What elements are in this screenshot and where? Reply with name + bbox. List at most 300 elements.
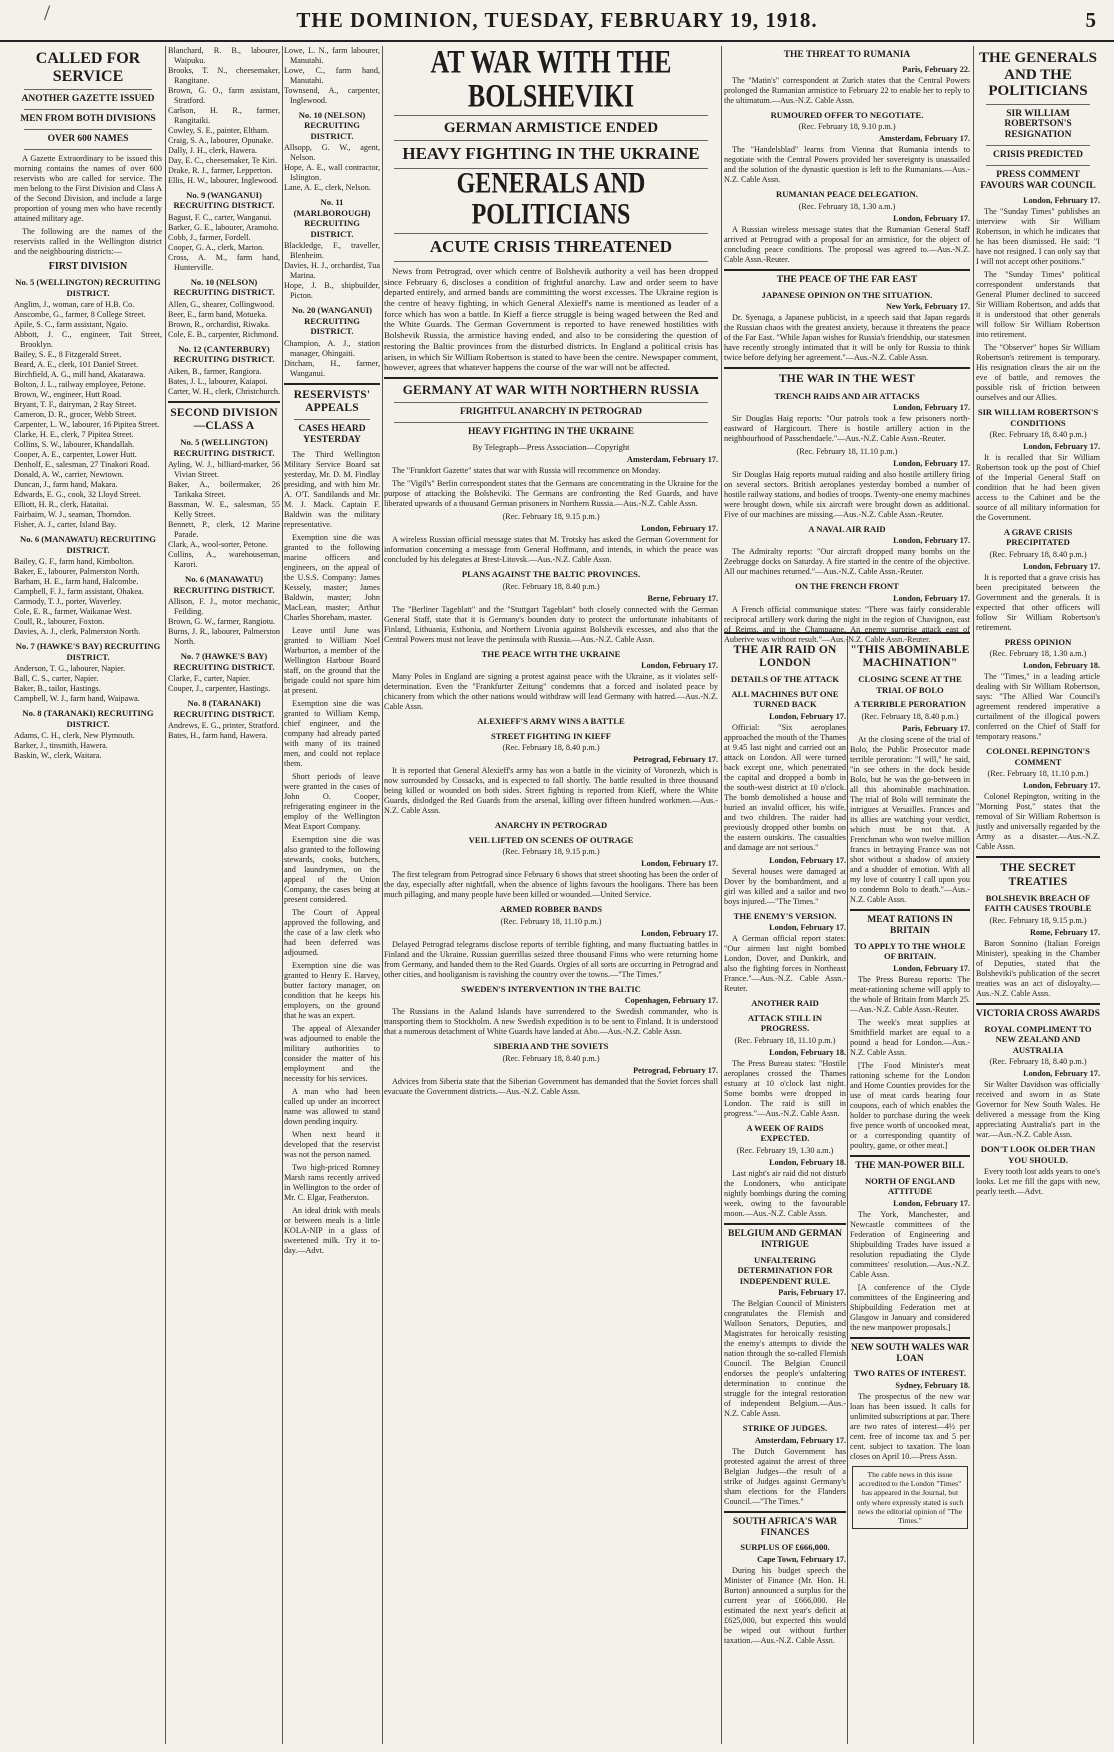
column-1 xyxy=(14,46,162,1744)
column-6 xyxy=(850,640,970,1744)
headline: CALLED FOR SERVICE xyxy=(35,50,141,85)
name-list xyxy=(284,339,380,379)
dateline: London, February 17. xyxy=(893,459,970,468)
column-rule xyxy=(165,46,166,1744)
article-paragraph: Exemption sine die was granted to Henry E. Harvey, butter factory manager, on condition that he keeps his employers, on the ground that he was an expert. xyxy=(284,961,380,1021)
article-subheading: BOLSHEVIK BREACH OF FAITH CAUSES TROUBLE xyxy=(984,892,1092,914)
name-entry: Allsopp, G. W., agent, Nelson. xyxy=(284,143,380,163)
article-paragraph: At the closing scene of the trial of Bolo, the Public Prosecutor made terrible peroration: "I will," he said, "in see others in the dock beside Bolo, but he was the go-between in all this abominable machination. The trial of Bolo will terminate the intrigues at Versailles. Frances and its allies are watching your verdict, which must be not that. A Frenchman who won twelve million francs in betraying France was not shot without a shadow of anxiety and a shudder of emotion. With all my love of country I call upon you to condemn Bolo to death."—Aus.-N.Z. Cable Assn. xyxy=(850,734,970,904)
name-entry: Elliott, H. R., clerk, Hataitai. xyxy=(14,500,109,510)
section-headline: GERMANY AT WAR WITH NORTHERN RUSSIA xyxy=(402,382,700,398)
article-subheading: ANARCHY IN PETROGRAD xyxy=(494,820,608,831)
subheading: OVER 600 NAMES xyxy=(47,134,129,145)
section-headline: THE WAR IN THE WEST xyxy=(778,373,916,386)
lead-headline: AT WAR WITH THE BOLSHEVIKI xyxy=(430,43,672,115)
article-paragraph: It is reported that General Alexieff's army has won a battle in the vicinity of Voronezh, which is now surrounded by Cossacks, and is expected to fall shortly. The battle resulted in three thousand being killed or wounded on both sides. Street fighting is reported from Kieff, where the White Guards, dislodged the Red Guards from the arsenal, killing over fifteen hundred workmen.—Aus.-N.Z. Cable Assn. xyxy=(384,766,718,816)
dateline: London, February 17. xyxy=(893,963,970,973)
name-entry: Bates, H., farm hand, Hawera. xyxy=(168,731,268,741)
name-entry: Barker, J., tinsmith, Hawera. xyxy=(14,741,108,751)
masthead xyxy=(0,0,1114,42)
section-headline: MEAT RATIONS IN BRITAIN xyxy=(867,914,953,936)
article-paragraph: Exemption sine die was also granted to the following stewards, cooks, butchers, and laundrymen, on the appeal of the Union Company, the cases being at present considered. xyxy=(284,835,380,905)
article-paragraph: The Admiralty reports: "Our aircraft dropped many bombs on the Zeebrugge docks on Saturday. A fire started in the centre of the objective. All our machines returned."—Aus.-N.Z. Cable Assn.-Reuter. xyxy=(724,547,970,577)
dateline: London, February 17. xyxy=(641,661,718,671)
article-subheading: A WEEK OF RAIDS EXPECTED. xyxy=(746,1122,824,1144)
name-list xyxy=(168,300,280,340)
name-list xyxy=(168,367,280,397)
article-paragraph: Short periods of leave were granted in the cases of John O. Cooper, refrigerating engineer in the employ of the Wellington Meat Export Company. xyxy=(284,772,380,832)
article-paragraph: It is reported that a grave crisis has been precipitated between the Government and the generals. It is expected that other officers will follow Sir William Robertson's retirement. xyxy=(976,572,1100,632)
divider xyxy=(986,145,1090,146)
received-time: (Rec. February 18, 8.40 p.m.) xyxy=(989,430,1087,439)
column-5-6-upper xyxy=(724,46,970,644)
dateline: London, February 17. xyxy=(893,1198,970,1208)
name-entry: Lowe, L. N., farm labourer, Manutahi. xyxy=(284,46,380,65)
name-entry: Collins, S. W., labourer, Khandallah. xyxy=(14,440,135,450)
article-subheading: PRESS OPINION xyxy=(1004,636,1072,647)
article-paragraph: The Belgian Council of Ministers congratulates the Flemish and Walloon Senators, Deputies, and Magistrates for heroically resisting the enemy's attempts to divide the nation through the so-called Flemish Council. The Belgian Council endorses the people's unfaltering determination to continue the struggle for the integral restoration of independent Belgium.—Aus.-N.Z. Cable Assn. xyxy=(724,1299,846,1419)
name-list xyxy=(284,143,380,193)
divider xyxy=(24,109,152,110)
article-subheading: JAPANESE OPINION ON THE SITUATION. xyxy=(761,289,933,300)
dateline: London, February 17. xyxy=(893,593,970,603)
section-subheading: SIR WILLIAM ROBERTSON'S RESIGNATION xyxy=(1004,108,1072,141)
name-entry: Fairbairn, W. J., seaman, Thorndon. xyxy=(14,510,132,520)
divider xyxy=(724,367,970,369)
section-subheading: PRESS COMMENT FAVOURS WAR COUNCIL xyxy=(980,170,1096,192)
dateline: London, February 17. xyxy=(1023,561,1100,571)
section-headline: THE AIR RAID ON LONDON xyxy=(733,644,837,670)
section-headline: THE PEACE OF THE FAR EAST xyxy=(776,274,918,285)
dateline: Cape Town, February 17. xyxy=(757,1554,846,1564)
divider xyxy=(850,909,970,911)
article-paragraph: The "Times," in a leading article dealing with Sir William Robertson, says: "The Allied War Council's agreement rendered imperative a curtailment of the illogical powers conferred on the Chief of Staff for temporary reasons." xyxy=(976,672,1100,742)
article-paragraph: A man who had been called up under an incorrect name was allowed to stand down pending inquiry. xyxy=(284,1087,380,1127)
article-subheading: COLONEL REPINGTON'S COMMENT xyxy=(986,746,1090,767)
article-paragraph: The "Matin's" correspondent at Zurich states that the Central Powers prolonged the Rumanian armistice to February 22 to enable her to reply to the ultimatum.—Aus.-N.Z. Cable Assn. xyxy=(724,75,970,105)
name-entry: Cole, E. B., carpenter, Richmond. xyxy=(168,329,279,339)
district-heading: No. 10 (NELSON) RECRUITING DISTRICT. xyxy=(173,276,275,298)
dateline: Petrograd, February 17. xyxy=(633,755,718,765)
article-paragraph: A French official communique states: "There was fairly considerable reciprocal artillery work during the night in the region of Chavignon, east of Reims, and in the Champagne. An enemy surprise attack east of Auberive was without result."—Aus.-N.Z. Cable Assn.-Reuter. xyxy=(724,604,970,644)
dateline: Amsterdam, February 17. xyxy=(879,134,970,144)
name-entry: Cooper, G. A., clerk, Marton. xyxy=(168,242,265,252)
received-time: (Rec. February 18, 9.15 p.m.) xyxy=(502,847,600,857)
article-subheading: ARMED ROBBER BANDS xyxy=(499,904,603,915)
divider xyxy=(394,115,708,116)
district-heading: No. 11 (MARLBOROUGH) RECRUITING DISTRICT. xyxy=(293,197,371,239)
name-entry: Carmody, T. J., porter, Waverley. xyxy=(14,597,122,607)
article-subheading: ANOTHER RAID xyxy=(751,998,819,1009)
subheading: CASES HEARD YESTERDAY xyxy=(298,424,366,446)
received-time: (Rec. February 18, 11.10 p.m.) xyxy=(987,769,1089,779)
article-paragraph: Leave until June was granted to William Noel Warburton, a member of the Wellington Harbour Board staff, on the ground that the brigade could not spare him at present. xyxy=(284,626,380,696)
divider xyxy=(724,1511,846,1513)
dateline: London, February 17. xyxy=(893,536,970,546)
article-paragraph: The Dutch Government has protested against the arrest of three Belgian Judges—the result of a strike of Judges against Germany's sham elections for the Flanders Council.—"The Times." xyxy=(724,1446,846,1506)
name-entry: Denholf, E., salesman, 27 Tinakori Road. xyxy=(14,460,150,470)
dateline: London, February 17. xyxy=(641,524,718,534)
column-rule xyxy=(973,46,974,1744)
received-time: (Rec. February 18, 11.10 p.m.) xyxy=(734,1035,836,1045)
received-time: (Rec. February 18, 8.40 p.m.) xyxy=(989,1057,1087,1067)
article-subheading: NORTH OF ENGLAND ATTITUDE xyxy=(864,1175,956,1197)
lead-subheading: GERMAN ARMISTICE ENDED xyxy=(443,119,659,136)
divider xyxy=(168,401,280,403)
name-list xyxy=(14,557,162,637)
article-subheading: ALEXIEFF'S ARMY WINS A BATTLE xyxy=(477,716,625,727)
name-entry: Carter, W. H., clerk, Christchurch. xyxy=(168,386,280,396)
name-entry: Couper, J., carpenter, Hastings. xyxy=(168,684,271,694)
name-entry: Cowley, S. E., painter, Eltham. xyxy=(168,126,270,135)
name-entry: Clarke, H. E., clerk, 7 Pipitea Street. xyxy=(14,430,134,440)
name-entry: Brooks, T. N., cheesemaker, Rangitane. xyxy=(168,66,280,85)
name-entry: Birchfield, A. G., mill hand, Akatarawa. xyxy=(14,370,146,380)
article-subheading: SURPLUS OF £666,000. xyxy=(740,1542,830,1553)
dateline: Sydney, February 18. xyxy=(895,1380,970,1390)
district-heading: No. 7 (HAWKE'S BAY) RECRUITING DISTRICT. xyxy=(173,651,275,672)
name-entry: Ellis, H. W., labourer, Inglewood. xyxy=(168,176,279,185)
article-paragraph: Two high-priced Romney Marsh rams recently arrived in Wellington to the order of Mr. C. Elgar, Featherston. xyxy=(284,1163,380,1203)
article-paragraph: Delayed Petrograd telegrams disclose reports of terrible fighting, and many fluctuating battles in Finland and the Ukraine. Russian guerrillas seized three thousand Finns who were returning home from Germany, and handed them to the Red Guards. Orgies of all sorts are occurring in Petrograd and other cities, and hooliganism is ravishing the country over the towns.—"The Times." xyxy=(384,939,718,979)
dateline: London, February 17. xyxy=(1023,781,1100,791)
article-subheading: ON THE FRENCH FRONT xyxy=(795,581,899,592)
name-entry: Bolton, J. L., railway employee, Petone. xyxy=(14,380,146,390)
dateline: London, February 17. xyxy=(893,403,970,412)
received-time: (Rec. February 18, 8.40 p.m.) xyxy=(502,1053,600,1063)
lead-intro: News from Petrograd, over which centre of Bolshevik authority a veil has been dropped since February 6, discloses a condition of frightful anarchy. Law and order seem to have departed entirely, and armed bands are committing the worst excesses. The Ukraine region is the centre of heavy fighting, in which General Alexieff's name is mentioned as leader of a force which has won a battle. In Kieff a fierce struggle is being waged between the Red and the White Guards. The German Government is reported to have renewed hostilities with Bolshevik Russia, the armistice having ended, and also to be considering the question of restoring the Baltic provinces from the disturbed districts. In England a political crisis has arisen, in which Sir William Robertson is stated to have been the centre. Newspaper comment, however, agrees that whatever happens the course of the war will not be affected. xyxy=(384,265,718,373)
name-entry: Hope, J. B., shipbuilder, Picton. xyxy=(284,281,380,301)
name-entry: Burns, J. R., labourer, Palmerston North. xyxy=(168,627,280,647)
dateline: London, February 17. xyxy=(893,213,970,223)
received-time: (Rec. February 18, 8.40 p.m.) xyxy=(502,743,600,753)
article-paragraph: [A conference of the Clyde committees of the Engineering and Shipbuilding Federation met at Glasgow in January and considered the new manpower proposals.] xyxy=(850,1282,970,1332)
dateline: Paris, February 17. xyxy=(902,723,970,733)
section-headline: NEW SOUTH WALES WAR LOAN xyxy=(851,1342,969,1364)
article-subheading: TO APPLY TO THE WHOLE OF BRITAIN. xyxy=(854,940,966,962)
name-entry: Bates, J. L., labourer, Kaiapoi. xyxy=(168,376,268,386)
article-paragraph: The "Observer" hopes Sir William Robertson's retirement is temporary. His resignation clears the air on the eve of battle, and removes the possible risk of friction between ourselves and our Allies. xyxy=(976,343,1100,403)
name-entry: Ayling, W. J., billiard-marker, 56 Vivian Street. xyxy=(168,460,280,480)
article-paragraph: Official: "Six aeroplanes approached the mouth of the Thames at 9.45 last night and carried out an attack on London. All were turned back except one, which penetrated the capital and dropped a bomb in the south-west district at 10 o'clock. The bomb demolished a house and buried an invalid officer, his wife, and two children. The raider had previously dropped other bombs on the eastern outskirts. The casualties and damage are not serious." xyxy=(724,722,846,852)
article-subheading: ATTACK STILL IN PROGRESS. xyxy=(747,1012,823,1034)
name-entry: Brown, G. W., farmer, Rangiotu. xyxy=(168,617,276,627)
name-entry: Campbell, F. J., farm assistant, Ohakea. xyxy=(14,587,144,597)
name-entry: Day, E. C., cheesemaker, Te Kiri. xyxy=(168,156,278,165)
article-subheading: STRIKE OF JUDGES. xyxy=(742,1423,828,1434)
name-entry: Hope, A. E., wall contractor, Islington. xyxy=(284,163,380,183)
pencil-mark: / xyxy=(44,0,51,25)
divider xyxy=(394,261,708,262)
name-list xyxy=(168,460,280,570)
name-entry: Beer, E., farm hand, Motueka. xyxy=(168,309,268,319)
name-entry: Brown, G. O., farm assistant, Stratford. xyxy=(168,86,280,105)
dateline: London, February 18. xyxy=(769,1047,846,1057)
section-headline: BELGIUM AND GERMAN INTRIGUE xyxy=(727,1228,842,1250)
article-subheading: SIR WILLIAM ROBERTSON'S CONDITIONS xyxy=(977,407,1099,428)
article-paragraph: The appeal of Alexander was adjourned to enable the military authorities to consider the matter of his employment and the necessity for his services. xyxy=(284,1024,380,1084)
name-entry: Ball, C. S., carter, Napier. xyxy=(14,674,99,684)
article-paragraph: It is recalled that Sir William Robertson took up the post of Chief of the Imperial General Staff on condition that he had been given access to the Cabinet and be the source of all military information for the Government. xyxy=(976,453,1100,522)
divider xyxy=(24,129,152,130)
column-rule xyxy=(721,46,722,1744)
dateline: London, February 17. xyxy=(1023,442,1100,451)
name-list xyxy=(284,241,380,301)
divider xyxy=(394,140,708,141)
article-paragraph: An ideal drink with meals or between meals is a little KOLA-NIP in a glass of sweetened milk. Try it to-day.—Advt. xyxy=(284,1206,380,1256)
name-entry: Craig, S. A., labourer, Opunake. xyxy=(168,136,274,145)
section-headline: "THIS ABOMINABLE MACHINATION" xyxy=(850,644,970,670)
name-entry: Blanchard, R. B., labourer, Waipuku. xyxy=(168,46,280,65)
name-entry: Davies, H. J., orchardist, Tua Marina. xyxy=(284,261,380,281)
article-paragraph: The Press Bureau reports: The meat-rationing scheme will apply to the whole of Britain from March 25.—Aus.-N.Z. Cable Assn.-Reuter. xyxy=(850,974,970,1014)
article-paragraph: The following are the names of the reservists called in the Wellington district and the neighbouring districts:— xyxy=(14,226,162,256)
column-rule xyxy=(282,46,283,1744)
article-paragraph: Many Poles in England are signing a protest against peace with the Ukraine, as it violates self-determination. Even the "Frankfurter Zeitung" condemns that a forced and isolated peace by chicanery from which the other nations would withdraw will lead Germany with hatred.—Aus.-N.Z. Cable Assn. xyxy=(384,672,718,712)
article-paragraph: The Russians in the Aaland Islands have surrendered to the Swedish commander, who is transporting them to Stockholm. A new Swedish expedition is to be sent to Finland. It is understood that a numerous detachment of White Guards have landed at Abo.—Aus.-N.Z. Cable Assn. xyxy=(384,1007,718,1037)
article-paragraph: During his budget speech the Minister of Finance (Mr. Hon. H. Burton) announced a surplus for the current year of £666,000. He estimated the next year's deficit at £625,000, but expected this would be wiped out without further taxation.—Aus.-N.Z. Cable Assn. xyxy=(724,1565,846,1645)
district-heading: No. 5 (WELLINGTON) RECRUITING DISTRICT. xyxy=(173,437,275,458)
name-entry: Cooper, A. E., carpenter, Lower Hutt. xyxy=(14,450,137,460)
divider xyxy=(724,632,970,634)
received-time: (Rec. February 18, 1.30 a.m.) xyxy=(989,649,1087,659)
name-entry: Baskin, W., clerk, Waitara. xyxy=(14,751,102,761)
district-heading: No. 8 (TARANAKI) RECRUITING DISTRICT. xyxy=(173,698,275,719)
name-entry: Baker, A., boilermaker, 26 Tarikaka Street. xyxy=(168,480,280,500)
article-subheading: ALL MACHINES BUT ONE TURNED BACK xyxy=(731,688,839,710)
name-list xyxy=(168,721,280,741)
column-2 xyxy=(168,46,280,1744)
article-paragraph: Last night's air raid did not disturb the Londoners, who anticipate nightly bombings during the coming week, owing to the favourable moon.—Aus.-N.Z. Cable Assn. xyxy=(724,1168,846,1218)
name-list xyxy=(14,731,162,761)
article-subheading: PLANS AGAINST THE BALTIC PROVINCES. xyxy=(461,569,641,580)
dateline: Amsterdam, February 17. xyxy=(627,455,718,465)
section-subheading: FRIGHTFUL ANARCHY IN PETROGRAD xyxy=(459,406,642,417)
subheading: ANOTHER GAZETTE ISSUED xyxy=(21,94,155,105)
name-entry: Baker, B., tailor, Hastings. xyxy=(14,684,101,694)
name-list xyxy=(168,674,280,694)
name-entry: Collins, A., warehouseman, Karori. xyxy=(168,550,280,570)
article-paragraph: The "Sunday Times" publishes an interview with Sir William Robertson, in which he indicates that he has been dismissed. He said: "I have not resigned. I can only say that I will not accept other positions." xyxy=(976,207,1100,267)
dateline: London, February 18. xyxy=(1023,661,1100,671)
article-paragraph: A Russian wireless message states that the Rumanian General Staff arrived at Petrograd with a proposal for an armistice, for the object of concluding peace conditions. The proposal was agreed to.—Aus.-N.Z. Cable Assn.-Reuter. xyxy=(724,224,970,264)
column-3 xyxy=(284,46,380,1744)
name-entry: Clarke, F., carter, Napier. xyxy=(168,674,251,684)
dateline: Paris, February 17. xyxy=(778,1288,846,1298)
article-paragraph: A German official report states: "Our airmen last night bombed London, Dover, and Dunkirk, and also the fighting forces in Northeast France."—Aus.-N.Z. Cable Assn.-Reuter. xyxy=(724,934,846,994)
name-list xyxy=(284,46,380,106)
article-paragraph: A wireless Russian official message states that M. Trotsky has asked the German Government for information concerning a message from General Hoffmann, and intends, in which the peace was concluded by his delegates at Brest-Litovsk.—Aus.-N.Z. Cable Assn. xyxy=(384,535,718,565)
name-entry: Allen, G., shearer, Collingwood. xyxy=(168,299,275,309)
name-entry: Bassman, W. E., salesman, 55 Kelly Street. xyxy=(168,500,280,520)
article-subheading: DETAILS OF THE ATTACK xyxy=(730,674,840,685)
divider xyxy=(394,233,708,234)
name-entry: Baker, E., labourer, Palmerston North. xyxy=(14,567,140,577)
article-paragraph: Exemption sine die was granted to William Kemp, chief engineer, and the company had already parted with many of its trained men, and could not replace them. xyxy=(284,699,380,769)
name-entry: Champion, A. J., station manager, Ohingaiti. xyxy=(284,338,380,358)
name-entry: Anscombe, G., farmer, 8 College Street. xyxy=(14,310,146,320)
article-subheading: A NAVAL AIR RAID xyxy=(808,524,886,534)
received-time: (Rec. February 18, 11.10 p.m.) xyxy=(500,916,602,926)
article-paragraph: The "Berliner Tageblatt" and the "Stuttgart Tageblatt" both closely connected with the German General Staff, state that it is Germany's bounden duty to protect the unfortunate inhabitants of Finland, Lithuania, Esthonia, and Northern Livonia against Bolshevik excesses, and also that the Central Powers must not leave the peninsula with Russia.—Aus.-N.Z. Cable Assn. xyxy=(384,604,718,644)
section-headline: THE GENERALS AND THE POLITICIANS xyxy=(979,50,1097,99)
name-entry: Coull, R., labourer, Foxton. xyxy=(14,617,105,627)
divider xyxy=(976,1003,1100,1005)
name-entry: Abbott, J. C., engineer, Tait Street, Brooklyn. xyxy=(14,330,162,350)
name-entry: Anglim, J., woman, care of H.B. Co. xyxy=(14,300,135,310)
article-paragraph: Sir Douglas Haig reports: "Our patrols took a few prisoners north-eastward of Hargicourt. There is hostile artillery action in the neighbourhood of Passchendaele."—Aus.-N.Z. Cable Assn.-Reuter. xyxy=(724,414,970,443)
article-subheading: TWO RATES OF INTEREST. xyxy=(853,1368,967,1379)
name-entry: Bailey, S. E., 8 Fitzgerald Street. xyxy=(14,350,122,360)
article-paragraph: The York, Manchester, and Newcastle committees of the Federation of Engineering and Shipbuilding Trades have issued a resolution repudiating the Clyde committees' resolution.—Aus.-N.Z. Cable Assn. xyxy=(850,1209,970,1279)
dateline: New York, February 17. xyxy=(885,302,970,312)
divider xyxy=(850,1337,970,1339)
article-paragraph: Sir Walter Davidson was officially received and sworn in as State Governor for New South Wales. He delivered a message from the King appreciating Australia's part in the war.—Aus.-N.Z. Cable Assn. xyxy=(976,1080,1100,1140)
article-subheading: THE ENEMY'S VERSION. xyxy=(733,910,837,921)
name-list xyxy=(168,46,280,186)
name-entry: Donald, A. W., carrier, Newtown. xyxy=(14,470,124,480)
name-entry: Drake, R. J., farmer, Lepperton. xyxy=(168,166,273,175)
dateline: London, February 17. xyxy=(1023,196,1100,206)
dateline: London, February 17. xyxy=(641,928,718,938)
article-paragraph: Several houses were damaged at Dover by the bombardment, and a girl was killed and a sailor and two boys injured.—"The Times." xyxy=(724,866,846,906)
name-entry: Cameron, D. R., grocer, Webb Street. xyxy=(14,410,137,420)
column-7 xyxy=(976,46,1100,1744)
divider xyxy=(24,89,152,90)
divider xyxy=(284,383,380,385)
name-list xyxy=(14,300,162,530)
article-paragraph: The Press Bureau states: "Hostile aeroplanes crossed the Thames estuary at 10 o'clock last night. Some bombs were dropped in London. The raid is still in progress."—Aus.-N.Z. Cable Assn. xyxy=(724,1058,846,1118)
section-subheading: CRISIS PREDICTED xyxy=(992,150,1083,161)
dateline: London, February 17. xyxy=(769,923,846,933)
article-subheading: ROYAL COMPLIMENT TO NEW ZEALAND AND AUSTRALIA xyxy=(984,1023,1092,1055)
divider xyxy=(850,1155,970,1157)
section-headline: THE THREAT TO RUMANIA xyxy=(783,50,911,60)
name-list xyxy=(14,664,162,704)
article-paragraph: Advices from Siberia state that the Siberian Government has demanded that the Soviet forces shall evacuate the Government districts.—Aus.-N.Z. Cable Assn. xyxy=(384,1076,718,1096)
section-headline: THE MAN-POWER BILL xyxy=(855,1160,965,1171)
column-5 xyxy=(724,640,846,1744)
name-entry: Duncan, J., farm hand, Makara. xyxy=(14,480,118,490)
received-time: (Rec. February 18, 8.40 p.m.) xyxy=(861,711,959,721)
article-subheading: RUMOURED OFFER TO NEGOTIATE. xyxy=(770,109,924,120)
name-entry: Fisher, A. J., carter, Island Bay. xyxy=(14,520,117,530)
divider xyxy=(986,165,1090,166)
name-entry: Cobb, J., farmer, Fordell. xyxy=(168,232,251,242)
district-heading: No. 20 (WANGANUI) RECRUITING DISTRICT. xyxy=(292,305,372,337)
name-entry: Andrews, E. G., printer, Stratford. xyxy=(168,721,280,731)
district-heading: No. 12 (CANTERBURY) RECRUITING DISTRICT. xyxy=(173,343,275,365)
name-entry: Ditcham, H., farmer, Wanganui. xyxy=(284,358,380,378)
article-paragraph: The "Sunday Times" political correspondent understands that General Plumer declined to succeed Sir William Robertson, and adds that it is understood that other generals will follow Sir William Robertson into retirement. xyxy=(976,270,1100,340)
name-list xyxy=(168,597,280,647)
divider xyxy=(976,856,1100,858)
section-headline: SOUTH AFRICA'S WAR FINANCES xyxy=(732,1516,838,1538)
lead-subheading: HEAVY FIGHTING IN THE UKRAINE xyxy=(402,144,700,164)
article-paragraph: [The Food Minister's meat rationing scheme for the London and Home Counties provides for the use of meat cards bearing four coupons, each of which enables the holder to purchase during the week five pence worth of uncooked meat, or a corresponding quantity of poultry, game, or other meat.] xyxy=(850,1060,970,1150)
name-entry: Bennett, P., clerk, 12 Marine Parade. xyxy=(168,520,280,540)
section-subheading: HEAVY FIGHTING IN THE UKRAINE xyxy=(467,426,635,437)
article-subheading: VEIL LIFTED ON SCENES OF OUTRAGE xyxy=(468,834,634,845)
dateline: Rome, February 17. xyxy=(1029,927,1100,937)
article-paragraph: The first telegram from Petrograd since February 6 shows that street shooting has been the order of the day, especially after nightfall, when the absence of lights favours the hooligans. There has been much pillaging, and many people have been killed or wounded.—United Service. xyxy=(384,870,718,900)
received-time: (Rec. February 18, 11.10 p.m.) xyxy=(796,447,898,456)
received-time: (Rec. February 18, 8.40 p.m.) xyxy=(502,581,600,591)
dateline: Paris, February 22. xyxy=(902,64,970,74)
name-entry: Townsend, A., carpenter, Inglewood. xyxy=(284,86,380,105)
received-time: (Rec. February 18, 9.10 p.m.) xyxy=(798,122,896,132)
district-heading: No. 5 (WELLINGTON) RECRUITING DISTRICT. xyxy=(15,277,161,298)
article-paragraph: Colonel Repington, writing in the "Morning Post," states that the removal of Sir William Robertson is justly and universally regarded by the Army as a disaster.—Aus.-N.Z. Cable Assn. xyxy=(976,792,1100,852)
name-entry: Allison, F. J., motor mechanic, Feilding. xyxy=(168,597,280,617)
name-list xyxy=(168,213,280,273)
district-heading: No. 7 (HAWKE'S BAY) RECRUITING DISTRICT. xyxy=(15,641,161,662)
article-subheading: SIBERIA AND THE SOVIETS xyxy=(493,1041,609,1052)
name-entry: Dally, J. H., clerk, Hawera. xyxy=(168,146,258,155)
divider xyxy=(394,402,708,403)
dateline: Amsterdam, February 17. xyxy=(755,1435,846,1445)
name-entry: Cole, E. R., farmer, Waikanae West. xyxy=(14,607,132,617)
article-paragraph: A Gazette Extraordinary to be issued this morning contains the names of over 600 reservists who are called for service. The men belong to the First Division and Class A of the Second Division, and include a large proportion of young men who have recently attained military age. xyxy=(14,153,162,223)
article-subheading: SWEDEN'S INTERVENTION IN THE BALTIC xyxy=(461,983,641,994)
advertisement-text: Every tooth lost adds years to one's looks. Let me fill the gaps with new, pearly teeth.—Advt. xyxy=(976,1167,1100,1197)
article-subheading: CLOSING SCENE AT THE TRIAL OF BOLO xyxy=(858,674,962,695)
district-heading: No. 6 (MANAWATU) RECRUITING DISTRICT. xyxy=(20,534,156,555)
divider xyxy=(724,1223,846,1225)
dateline: Berne, February 17. xyxy=(647,593,718,603)
byline: By Telegraph—Press Association—Copyright xyxy=(472,441,630,452)
divider xyxy=(394,422,708,423)
received-time: (Rec. February 19, 1.30 a.m.) xyxy=(736,1145,834,1155)
name-entry: Barham, H. E., farm hand, Halcombe. xyxy=(14,577,139,587)
editorial-notice: The cable news in this issue accredited to the London "Times" has appeared in the Journal, but only where expressly stated is such news the editorial opinion of "The Times." xyxy=(856,1469,964,1526)
article-paragraph: Baron Sonnino (Italian Foreign Minister), speaking in the Chamber of Deputies, stated that the Bolsheviki's publication of the secret treaties was an act of disloyalty.—Aus.-N.Z. Cable Assn. xyxy=(976,938,1100,998)
name-entry: Brown, W., engineer, Hutt Road. xyxy=(14,390,122,400)
advertisement-heading: DON'T LOOK OLDER THAN YOU SHOULD. xyxy=(980,1144,1096,1165)
article-paragraph: The week's meat supplies at Smithfield market are equal to a pound a head for London.—Aus.-N.Z. Cable Assn. xyxy=(850,1017,970,1057)
division-heading: FIRST DIVISION xyxy=(48,260,128,272)
name-entry: Bagust, F. C., carter, Wanganui. xyxy=(168,212,272,222)
subheading: MEN FROM BOTH DIVISIONS xyxy=(20,114,156,125)
article-subheading: A TERRIBLE PERORATION xyxy=(854,699,966,710)
dateline: London, February 17. xyxy=(1023,1069,1100,1079)
name-entry: Carlson, H. R., farmer, Rangitaiki. xyxy=(168,106,280,125)
received-time: (Rec. February 18, 9.15 p.m.) xyxy=(989,915,1087,925)
name-entry: Cross, A. M., farm hand, Hunterville. xyxy=(168,252,280,272)
article-paragraph: The Third Wellington Military Service Board sat yesterday, Mr. D. M. Findlay presiding, and with him Mr. A. O'T. Sandilands and Mr. M. J. Mack. Captain F. Baldwin was the military representative. xyxy=(284,450,380,530)
name-entry: Lane, A. E., clerk, Nelson. xyxy=(284,183,371,193)
name-entry: Davies, A. J., clerk, Palmerston North. xyxy=(14,627,141,637)
headline: RESERVISTS' APPEALS xyxy=(293,388,371,415)
name-entry: Bryant, T. F., dairyman, 2 Ray Street. xyxy=(14,400,137,410)
divider xyxy=(384,377,718,379)
dateline: Copenhagen, February 17. xyxy=(624,996,718,1006)
received-time: (Rec. February 18, 9.15 p.m.) xyxy=(502,512,600,522)
article-subheading: TRENCH RAIDS AND AIR ATTACKS xyxy=(774,390,920,401)
article-paragraph: The prospectus of the new war loan has been issued. It calls for unlimited subscriptions at par. There are two rates of interest—4½ per cent. free of income tax and 5 per cent. subject to taxation. The loan closes on April 10.—Press Assn. xyxy=(850,1391,970,1461)
district-heading: No. 10 (NELSON) RECRUITING DISTRICT. xyxy=(298,110,366,141)
column-rule xyxy=(847,636,848,1744)
article-paragraph: The "Handelsblad" learns from Vienna that Rumania intends to negotiate with the Central Powers provided her sovereignty is unassailed and the solution of the dynastic question is left to the Rumanians.—Aus.-N.Z. Cable Assn. xyxy=(724,145,970,185)
dateline: London, February 17. xyxy=(769,711,846,721)
name-entry: Edwards, E. G., cook, 32 Lloyd Street. xyxy=(14,490,141,500)
received-time: (Rec. February 18, 1.30 a.m.) xyxy=(798,201,896,211)
article-subheading: UNFALTERING DETERMINATION FOR INDEPENDENT RULE. xyxy=(737,1254,833,1286)
divider xyxy=(986,104,1090,105)
article-paragraph: Sir Douglas Haig reports mutual raiding and also hostile artillery firing on several sectors. British aeroplanes yesterday bombed a number of hostile railway stations, and bodies of troops. Twenty-one enemy machines were brought down, while six aircraft were brought down as additional. Five of our machines are missing.—Aus.-N.Z. Cable Assn.-Reuter. xyxy=(724,470,970,519)
article-paragraph: The "Vigil's" Berlin correspondent states that the Germans are concentrating in the Ukraine for the purpose of attacking the Bolsheviki. The Germans are confronting the Red Guards, and have liberated upwards of a thousand German prisoners in Northern Russia.—Aus.-N.Z. Cable Assn. xyxy=(384,479,718,509)
column-rule xyxy=(382,46,383,1744)
